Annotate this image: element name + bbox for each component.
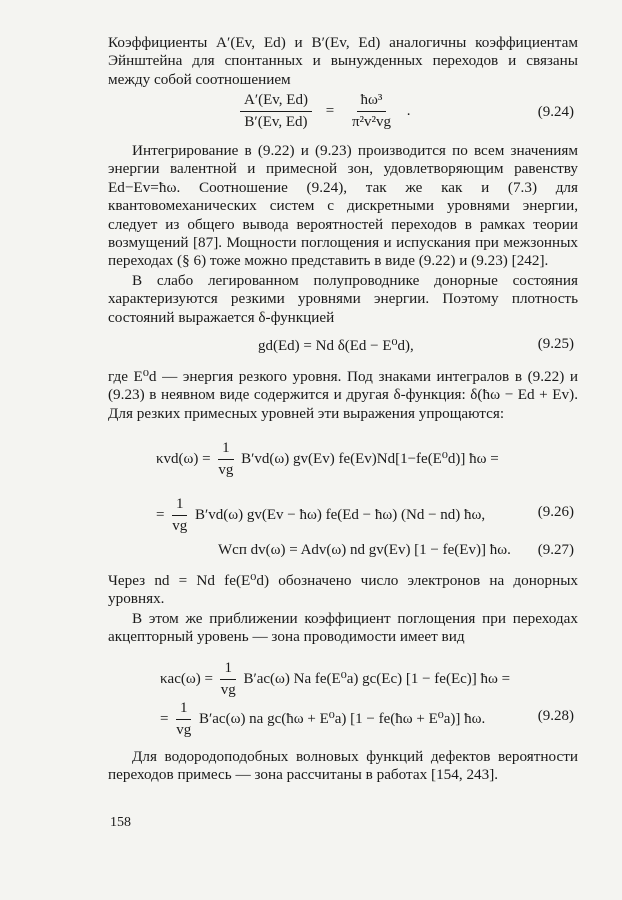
eq-9-28-lhs: κac(ω) = — [160, 670, 213, 687]
equation-9-26-line2 — [156, 496, 485, 535]
paragraph-donor-states: В слабо легированном полупроводнике донорные состояния характеризуются резкими уровнями энергии. Поэтому плотность состояний выражается δ-функцией — [108, 272, 578, 326]
eq-9-26b-equals: = — [156, 506, 165, 523]
eq-number-9-28: (9.28) — [537, 708, 574, 724]
eq-9-24-lhs-denominator: B′(Ev, Ed) — [244, 114, 308, 130]
eq-9-28b-one: 1 — [176, 700, 192, 720]
eq-number-9-26: (9.26) — [537, 504, 574, 520]
eq-9-24-equals: = — [325, 102, 335, 119]
eq-9-26-lhs: κvd(ω) = — [156, 450, 211, 467]
eq-9-24-period: . — [406, 102, 411, 119]
eq-9-28b-vg: vg — [176, 722, 192, 738]
equation-9-24 — [240, 92, 411, 131]
paragraph-hydrogenic: Для водородоподобных волновых функций дефектов вероятности переходов примесь — зона рассчитаны в работах [154, 243]. — [108, 748, 578, 784]
eq-9-28b-rhs: B′ac(ω) na gc(ħω + E⁰a) [1 − fe(ħω + E⁰a)] ħω. — [198, 710, 486, 727]
paragraph-coefficients: Коэффициенты A′(Ev, Ed) и B′(Ev, Ed) аналогичны коэффициентам Эйнштейна для спонтанных и вынужденных переходов и связаны между собой соотношением — [108, 34, 578, 88]
paragraph-sharp-level: где E⁰d — энергия резкого уровня. Под знаками интегралов в (9.22) и (9.23) в неявном виде содержится и другая δ-функция: δ(ħω − Ed + Ev). Для резких примесных уровней эти выражения упрощаются: — [108, 368, 578, 422]
eq-number-9-27: (9.27) — [537, 542, 574, 558]
eq-9-26b-one: 1 — [172, 496, 188, 516]
eq-9-26b-vg: vg — [172, 518, 188, 534]
eq-9-28a-vg: vg — [220, 682, 236, 698]
eq-9-24-rhs-denominator: π²v²vg — [351, 114, 392, 130]
equation-9-28-line2 — [160, 700, 485, 739]
eq-9-24-lhs-numerator: A′(Ev, Ed) — [240, 92, 312, 112]
eq-9-28a-rhs: B′ac(ω) Na fe(E⁰a) gc(Ec) [1 − fe(Ec)] ħω = — [243, 670, 511, 687]
eq-9-26b-rhs: B′vd(ω) gv(Ev − ħω) fe(Ed − ħω) (Nd − nd) ħω, — [194, 506, 486, 523]
equation-9-26-line1 — [156, 440, 499, 479]
equation-9-28-line1 — [160, 660, 510, 699]
paragraph-acceptor-absorption: В этом же приближении коэффициент поглощения при переходах акцепторный уровень — зона проводимости имеет вид — [108, 610, 578, 646]
page-number: 158 — [110, 815, 131, 830]
equation-9-27: Wсп dv(ω) = Adv(ω) nd gv(Ev) [1 − fe(Ev)] ħω. — [218, 542, 511, 558]
paragraph-electron-count: Через nd = Nd fe(E⁰d) обозначено число электронов на донорных уровнях. — [108, 572, 578, 608]
eq-number-9-24: (9.24) — [537, 104, 574, 120]
eq-9-24-rhs-numerator: ħω³ — [357, 92, 387, 112]
paragraph-integration: Интегрирование в (9.22) и (9.23) производится по всем значениям энергии валентной и примесной зон, удовлетворяющим равенству Ed−Ev=ħω. Соотношение (9.24), так же как и (7.3) для квантовомеханических систем с дискретными уровнями энергии, следует из общего вывода вероятностей переходов в рамках теории возмущений [87]. Мощности поглощения и испускания при межзонных переходах (§ 6) тоже можно представить в виде (9.22) и (9.23) [242]. — [108, 142, 578, 270]
eq-9-28a-one: 1 — [220, 660, 236, 680]
eq-9-26a-vg: vg — [218, 462, 234, 478]
eq-9-26a-rhs: B′vd(ω) gv(Ev) fe(Ev)Nd[1−fe(E⁰d)] ħω = — [241, 450, 499, 467]
eq-number-9-25: (9.25) — [537, 336, 574, 352]
equation-9-25: gd(Ed) = Nd δ(Ed − E⁰d), — [258, 338, 414, 354]
eq-9-28b-equals: = — [160, 710, 169, 727]
eq-9-26a-one: 1 — [218, 440, 234, 460]
